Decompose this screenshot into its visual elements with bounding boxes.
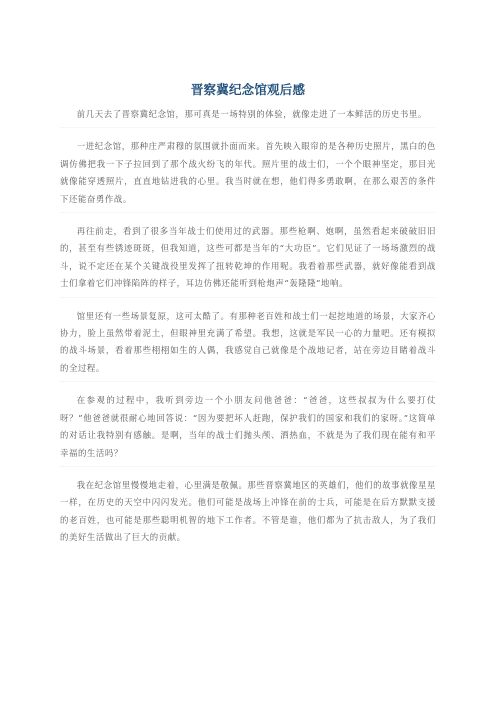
document-title: 晋察冀纪念馆观后感 xyxy=(190,82,306,97)
document-body xyxy=(60,106,436,561)
paragraph-2: 一进纪念馆，那种庄严肃穆的氛围就扑面而来。首先映入眼帘的是各种历史照片，黑白的色调仿佛把我一下子拉回到了那个战火纷飞的年代。照片里的战士们，一个个眼神坚定，那目光就像能穿透照片，直直地钻进我的心里。我当时就在想，他们得多勇敢啊，在那么艰苦的条件下还能奋勇作战。 xyxy=(60,138,436,213)
paragraph-1: 前几天去了晋察冀纪念馆，那可真是一场特别的体验，就像走进了一本鲜活的历史书里。 xyxy=(60,106,436,128)
paragraph-4: 馆里还有一些场景复原，这可太酷了。有那种老百姓和战士们一起挖地道的场景，大家齐心协力，脸上虽然带着泥土，但眼神里充满了希望。我想，这就是军民一心的力量吧。还有模拟的战斗场景，看着那些栩栩如生的人偶，我感觉自己就像是个战地记者，站在旁边目睹着战斗的全过程。 xyxy=(60,308,436,383)
paragraph-3: 再往前走，看到了很多当年战士们使用过的武器。那些枪啊、炮啊，虽然看起来破破旧旧的，甚至有些锈迹斑斑，但我知道，这些可都是当年的“大功臣”。它们见证了一场场激烈的战斗，说不定还在某个关键战役里发挥了扭转乾坤的作用呢。我看着那些武器，就好像能看到战士们拿着它们冲锋陷阵的样子，耳边仿佛还能听到枪炮声“轰隆隆”地响。 xyxy=(60,223,436,298)
paragraph-6: 我在纪念馆里慢慢地走着，心里满是敬佩。那些晋察冀地区的英雄们，他们的故事就像星星一样，在历史的天空中闪闪发光。他们可能是战场上冲锋在前的士兵，可能是在后方默默支援的老百姓，也可能是那些聪明机智的地下工作者。不管是谁，他们都为了抗击敌人，为了我们的美好生活做出了巨大的贡献。 xyxy=(60,479,436,543)
paragraph-5: 在参观的过程中，我听到旁边一个小朋友问他爸爸：“爸爸，这些叔叔为什么要打仗呀？”他爸爸就很耐心地回答说：“因为要把坏人赶跑，保护我们的国家和我们的家呀。”这简单的对话让我特别有感触。是啊，当年的战士们抛头颅、洒热血，不就是为了我们现在能有和平幸福的生活吗？ xyxy=(60,392,436,467)
